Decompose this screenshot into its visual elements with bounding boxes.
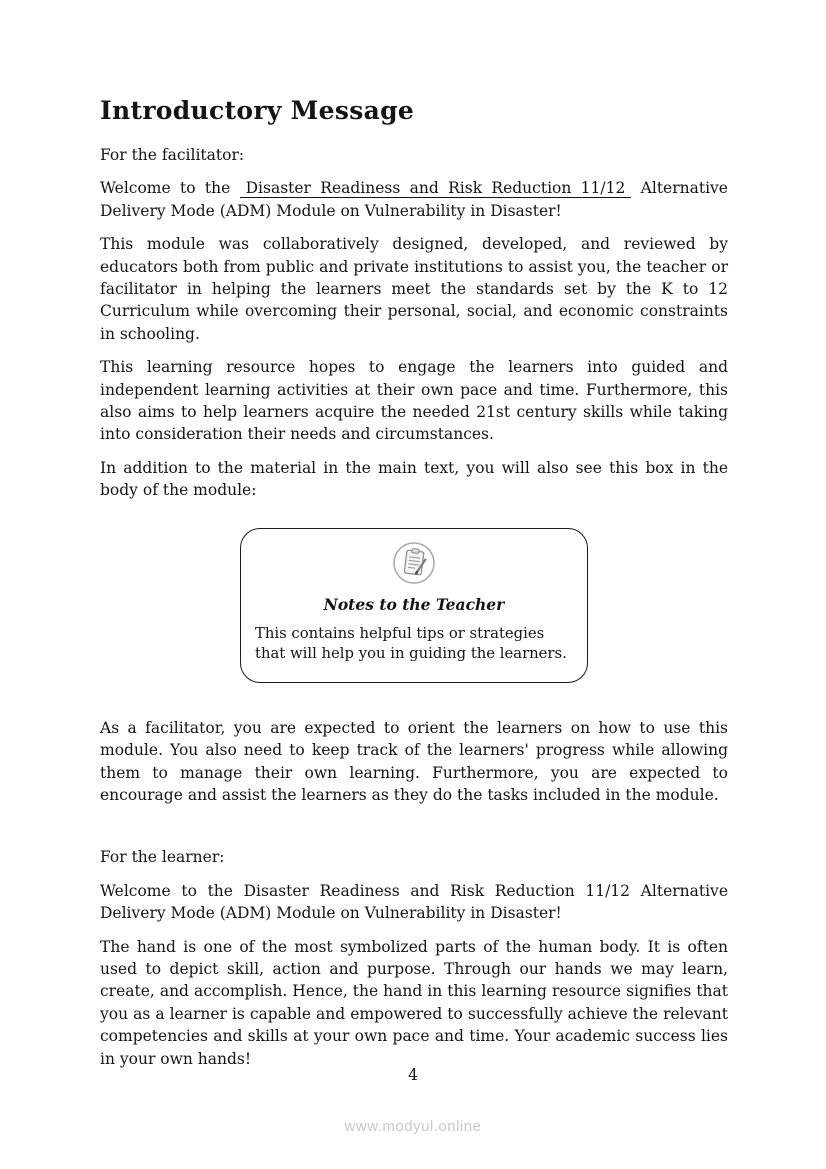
notes-to-teacher-box [240,528,588,683]
page-content [100,96,728,1081]
facilitator-paragraph-4: As a facilitator, you are expected to orient the learners on how to use this module. You also need to keep track of the learners' progress while allowing them to manage their own learning. Furthermore, you are expected to encourage and assist the learners as they do the tasks included in the module. [100,718,728,804]
facilitator-paragraph-3: In addition to the material in the main text, you will also see this box in the body of the module: [100,458,728,500]
facilitator-paragraph-1: This module was collaboratively designed, developed, and reviewed by educators both from public and private institutions to assist you, the teacher or facilitator in helping the learners meet the standards set by the K to 12 Curriculum while overcoming their personal, social, and economic constraints in schooling. [100,235,728,343]
facilitator-label: For the facilitator: [100,146,245,164]
facilitator-welcome-paragraph [100,177,728,222]
learner-paragraph-1: The hand is one of the most symbolized parts of the human body. It is often used to depict skill, action and purpose. Through our hands we may learn, create, and accomplish. Hence, the hand in this learning resource signifies that you as a learner is capable and empowered to successfully achieve the relevant competencies and skills at your own pace and time. Your academic success lies in your own hands! [100,937,728,1068]
welcome-suffix: Alternative Delivery Mode (ADM) Module on Vulnerability in Disaster! [100,179,728,220]
notes-box-title: Notes to the Teacher [323,594,505,614]
learner-label: For the learner: [100,848,225,867]
notes-box-body: This contains helpful tips or strategies that will help you in guiding the learners. [255,624,567,662]
page-title: Introductory Message [100,96,415,125]
notes-icon-container [255,541,573,589]
clipboard-notes-icon [392,570,436,589]
facilitator-paragraph-2: This learning resource hopes to engage the learners into guided and independent learning activities at their own pace and time. Furthermore, this also aims to help learners acquire the needed 21st century skills while taking into consideration their needs and circumstances. [100,358,728,444]
learner-welcome-paragraph: Welcome to the Disaster Readiness and Risk Reduction 11/12 Alternative Delivery Mode (ADM) Module on Vulnerability in Disaster! [100,881,728,923]
watermark-text: www.modyul.online [344,1118,482,1135]
page-number: 4 [408,1066,418,1084]
module-title-underlined: Disaster Readiness and Risk Reduction 11/12 [240,179,632,198]
welcome-prefix: Welcome to the [100,179,231,198]
